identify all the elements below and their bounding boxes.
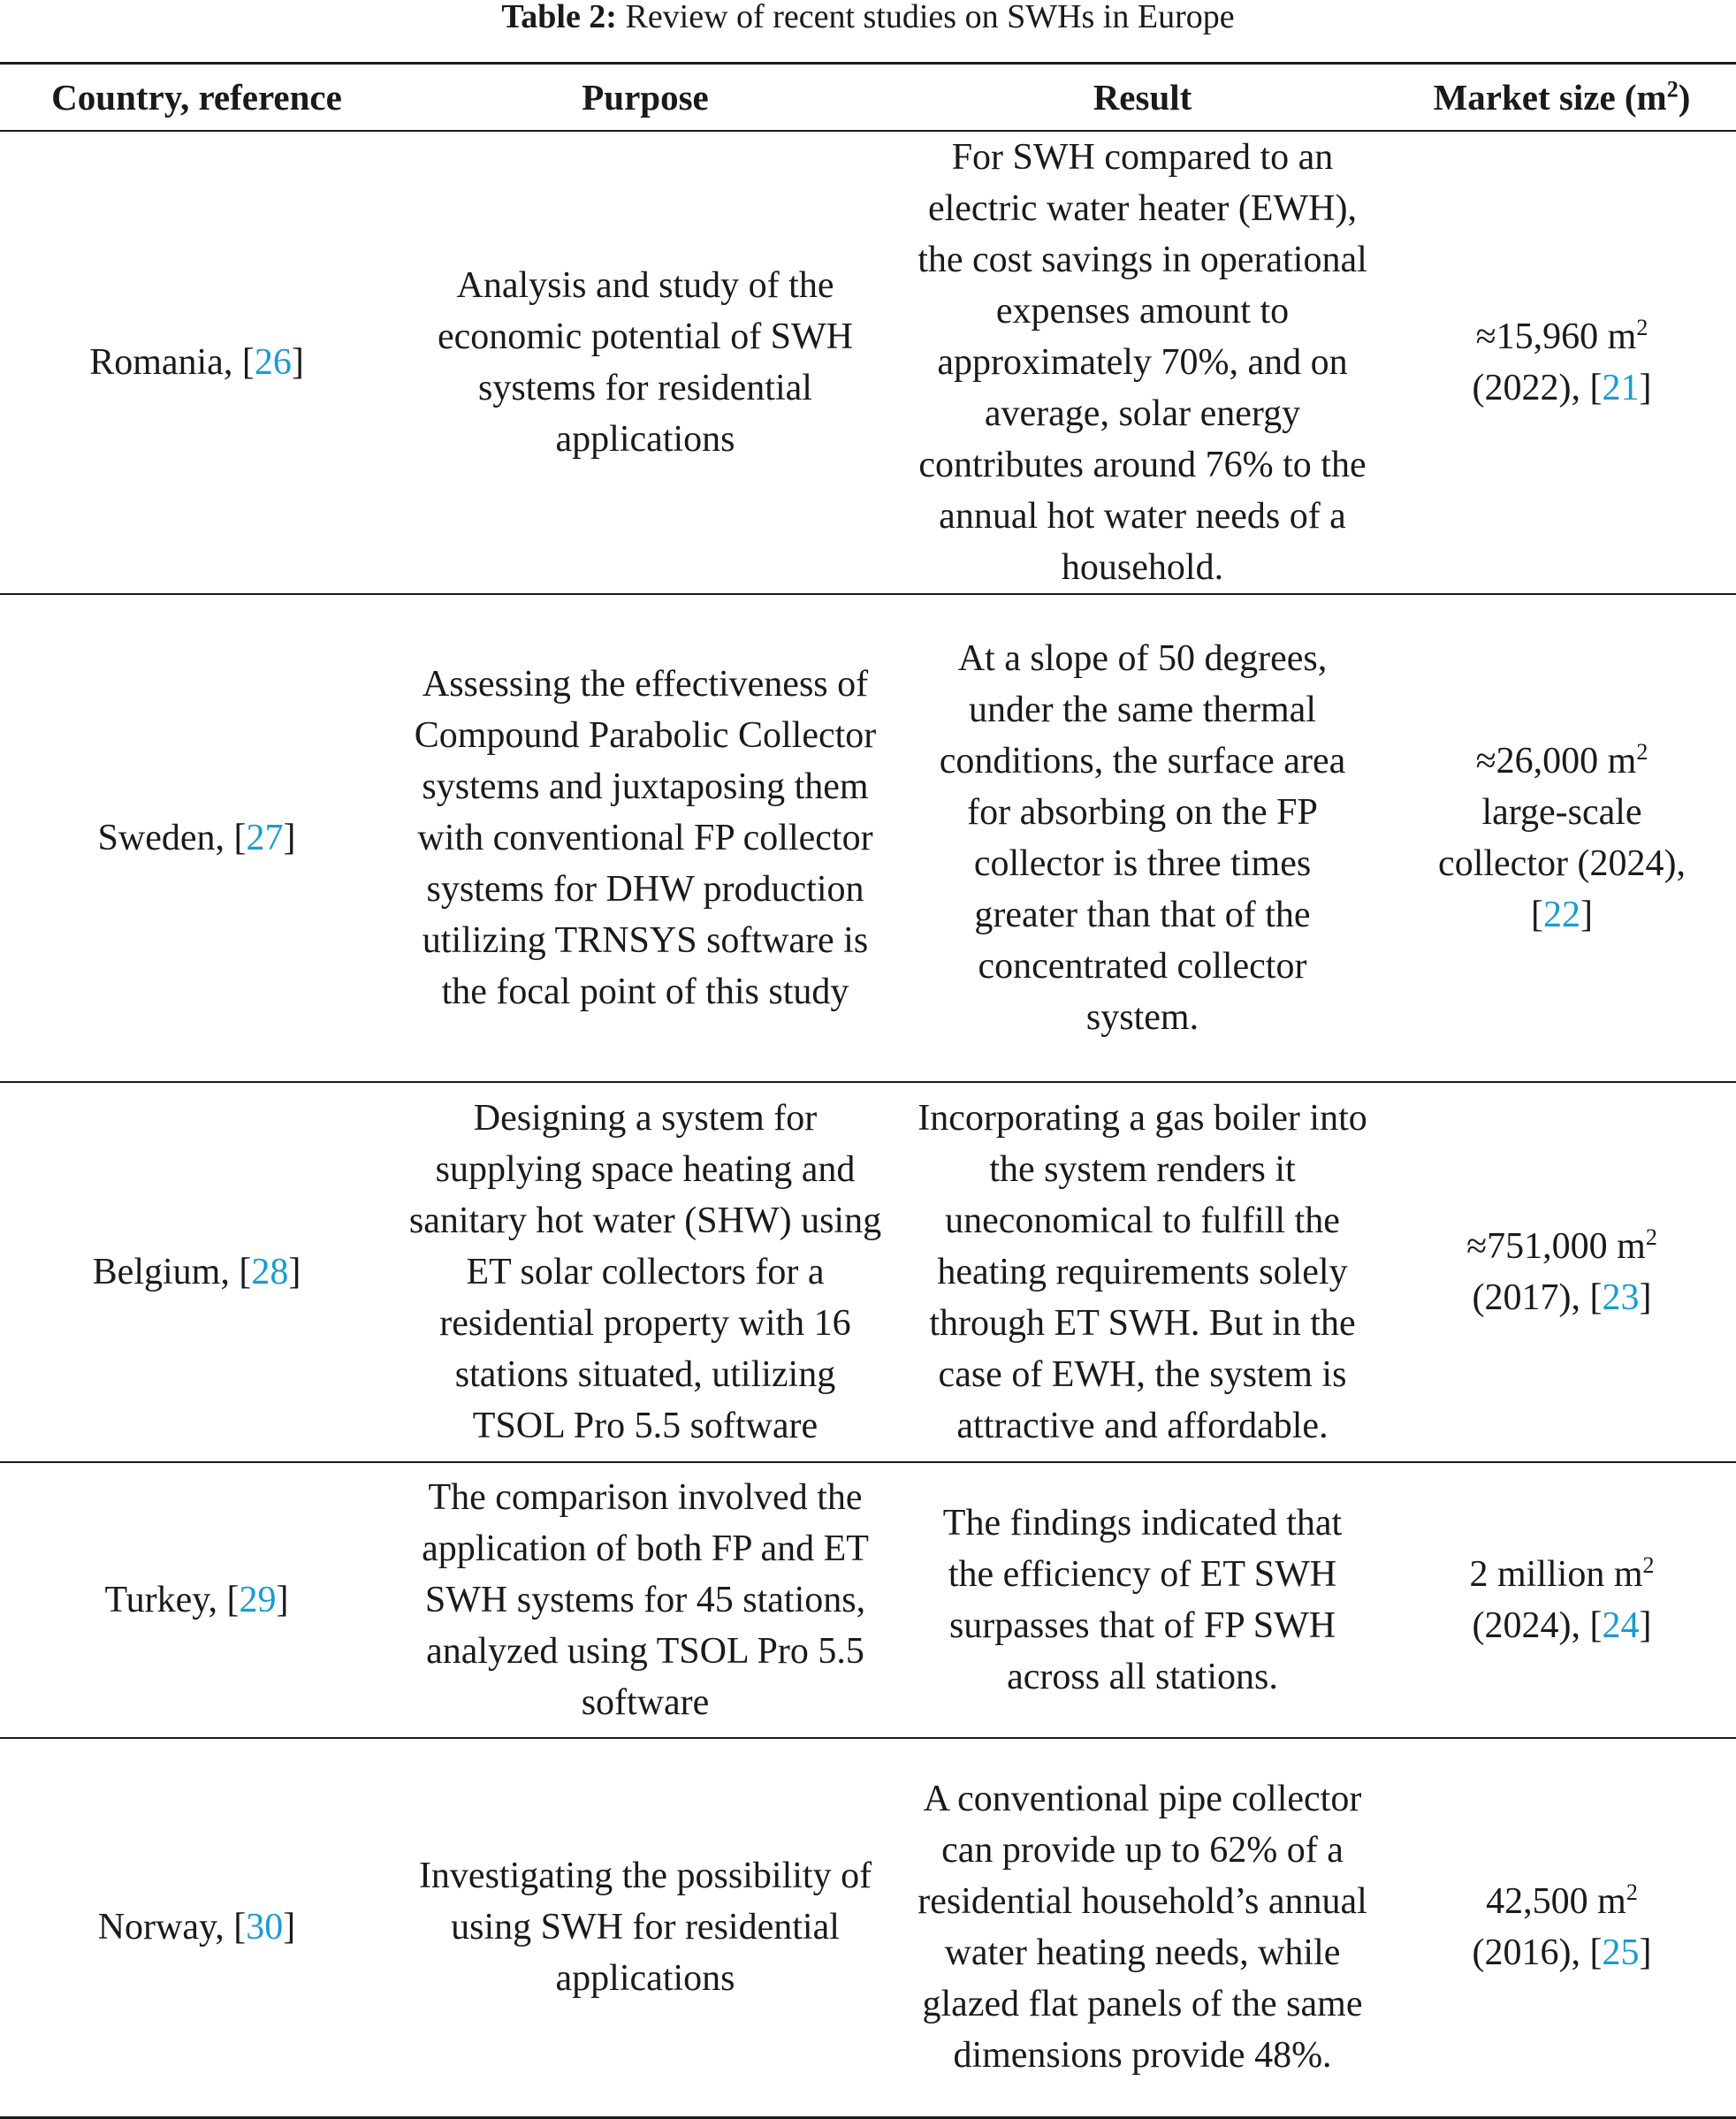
header-country: Country, reference [0,64,393,132]
caption-label: Table 2: [501,0,617,35]
country-name: Norway, [ [97,1907,247,1948]
cell-result: Incorporating a gas boiler into the system renders it uneconomical to fulfill the heating requirements solely through ET SWH. But in the case of EWH, the system is attractive and affordable. [897,1082,1388,1462]
market-sup: 2 [1636,315,1648,340]
header-market-text: Market size (m [1433,77,1667,118]
table-row [0,1082,1736,1462]
reference-link[interactable]: 30 [246,1907,284,1948]
market-value: ≈26,000 m [1475,741,1637,781]
caption-text: Review of recent studies on SWHs in Europe [625,0,1235,35]
market-sup: 2 [1645,1224,1657,1250]
cell-purpose: Designing a system for supplying space heating and sanitary hot water (SHW) using ET solar collectors for a residential property with 16 stations situated, utilizing TSOL Pro 5.5 software [393,1082,897,1462]
reference-link[interactable]: 26 [254,342,292,383]
cell-country: Turkey, [29] [0,1462,393,1738]
header-market-sup: 2 [1666,76,1679,103]
reference-link[interactable]: 28 [251,1252,289,1292]
cell-country: Norway, [30] [0,1738,393,2117]
reference-link[interactable]: 24 [1602,1605,1640,1646]
cell-result: At a slope of 50 degrees, under the same thermal conditions, the surface area for absorbing on the FP collector is three times greater than that of the concentrated collector system. [897,594,1388,1082]
country-name: Romania, [ [89,342,255,383]
market-note: (2017), [ [1472,1277,1603,1318]
cell-purpose: Investigating the possibility of using SWH for residential applications [393,1738,897,2117]
market-sup: 2 [1642,1552,1655,1578]
reference-link[interactable]: 23 [1602,1277,1640,1318]
cell-purpose: The comparison involved the application of both FP and ET SWH systems for 45 stations, analyzed using TSOL Pro 5.5 software [393,1462,897,1738]
reference-link[interactable]: 22 [1543,895,1580,935]
table-row [0,594,1736,1082]
cell-country: Sweden, [27] [0,594,393,1082]
table-row [0,131,1736,594]
cell-purpose: Assessing the effectiveness of Compound Parabolic Collector systems and juxtaposing them with conventional FP collector systems for DHW production utilizing TRNSYS software is the focal point of this study [393,594,897,1082]
market-sup: 2 [1626,1879,1638,1906]
header-result: Result [897,64,1388,132]
market-note: large-scale collector (2024), [ [1438,792,1686,935]
cell-market-size: ≈15,960 $m^2$ (2022), [21] [1388,131,1736,594]
cell-market-size: 2 million $m^2$ (2024), [24] [1388,1462,1736,1738]
header-market-size [1388,64,1736,132]
reference-link[interactable]: 21 [1602,368,1640,408]
cell-market-size: ≈26,000 $m^2$ large-scale collector (2024), [22] [1388,594,1736,1082]
market-value: ≈15,960 m [1475,316,1637,357]
market-note: (2024), [ [1472,1605,1603,1646]
table-row [0,1738,1736,2117]
cell-result: The findings indicated that the efficiency of ET SWH surpasses that of FP SWH across all stations. [897,1462,1388,1738]
table-row [0,1462,1736,1738]
table-caption [0,0,1736,34]
country-name: Turkey, [ [104,1580,240,1620]
header-market-close: ) [1678,77,1691,118]
header-row [0,64,1736,132]
cell-purpose: Analysis and study of the economic potential of SWH systems for residential applications [393,131,897,594]
market-value: 2 million m [1469,1554,1643,1595]
cell-country: Romania, [26] [0,131,393,594]
reference-link[interactable]: 27 [246,818,284,858]
cell-market-size: 42,500 $m^2$ (2016), [25] [1388,1738,1736,2117]
cell-result: For SWH compared to an electric water heater (EWH), the cost savings in operational expenses amount to approximately 70%, and on average, solar energy contributes around 76% to the annual hot water needs of a household. [897,131,1388,594]
cell-market-size: ≈751,000 $m^2$ (2017), [23] [1388,1082,1736,1462]
country-name: Sweden, [ [97,818,247,858]
cell-result: A conventional pipe collector can provide up to 62% of a residential household’s annual water heating needs, while glazed flat panels of the same dimensions provide 48%. [897,1738,1388,2117]
market-note: (2016), [ [1472,1932,1603,1974]
market-value: 42,500 m [1486,1881,1626,1923]
market-value: ≈751,000 m [1466,1226,1646,1267]
reference-link[interactable]: 29 [239,1580,277,1620]
header-purpose: Purpose [393,64,897,132]
studies-table [0,62,1736,2119]
cell-country: Belgium, [28] [0,1082,393,1462]
market-note: (2022), [ [1472,368,1603,408]
market-sup: 2 [1636,739,1648,765]
country-name: Belgium, [ [92,1252,252,1292]
reference-link[interactable]: 25 [1602,1932,1640,1974]
